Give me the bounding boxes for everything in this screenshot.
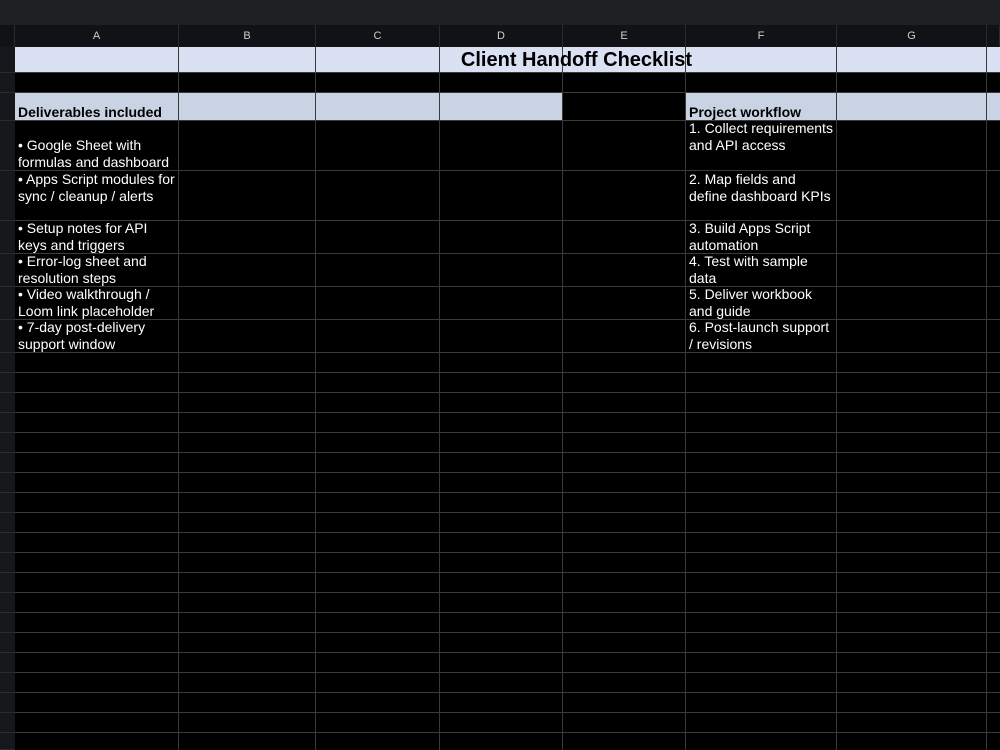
grid-line bbox=[562, 47, 563, 750]
row-header[interactable] bbox=[0, 221, 15, 254]
grid-line bbox=[15, 632, 1000, 633]
deliverable-item[interactable]: • Setup notes for API keys and triggers bbox=[18, 220, 148, 253]
deliverable-item[interactable]: • 7-day post-delivery support window bbox=[18, 319, 146, 352]
grid-line bbox=[178, 47, 179, 750]
row-header[interactable] bbox=[0, 673, 15, 693]
column-header-g[interactable]: G bbox=[837, 25, 987, 47]
workflow-step[interactable]: 1. Collect requirements and API access bbox=[689, 120, 833, 153]
corner-select-all[interactable] bbox=[0, 25, 15, 47]
row-header[interactable] bbox=[0, 513, 15, 533]
deliverables-header-cell[interactable] bbox=[15, 93, 563, 121]
row-header[interactable] bbox=[0, 433, 15, 453]
column-header-a[interactable]: A bbox=[15, 25, 179, 47]
row-header[interactable] bbox=[0, 553, 15, 573]
title-merged-cell[interactable] bbox=[15, 47, 1000, 73]
grid-line bbox=[15, 512, 1000, 513]
grid-line bbox=[15, 652, 1000, 653]
grid-line bbox=[15, 472, 1000, 473]
column-header-c[interactable]: C bbox=[316, 25, 440, 47]
workflow-step[interactable]: 5. Deliver workbook and guide bbox=[689, 286, 812, 319]
grid-line bbox=[315, 47, 316, 750]
deliverable-item[interactable]: • Google Sheet with formulas and dashboard bbox=[18, 137, 169, 170]
row-header[interactable] bbox=[0, 287, 15, 320]
row-header[interactable] bbox=[0, 413, 15, 433]
workflow-step[interactable]: 4. Test with sample data bbox=[689, 253, 808, 286]
row-header[interactable] bbox=[0, 733, 15, 750]
row-header[interactable] bbox=[0, 693, 15, 713]
row-header[interactable] bbox=[0, 320, 15, 353]
deliverable-item[interactable]: • Apps Script modules for sync / cleanup / alerts bbox=[18, 171, 175, 204]
row-header[interactable] bbox=[0, 713, 15, 733]
row-header[interactable] bbox=[0, 493, 15, 513]
deliverables-header: Deliverables included bbox=[18, 104, 162, 120]
grid-line bbox=[15, 612, 1000, 613]
grid-line bbox=[15, 412, 1000, 413]
column-header-b[interactable]: B bbox=[179, 25, 316, 47]
grid-line bbox=[15, 432, 1000, 433]
row-header[interactable] bbox=[0, 653, 15, 673]
grid-line bbox=[15, 712, 1000, 713]
row-header[interactable] bbox=[0, 73, 15, 93]
grid-line bbox=[15, 572, 1000, 573]
grid-line bbox=[15, 392, 1000, 393]
row-header[interactable] bbox=[0, 613, 15, 633]
grid-line bbox=[15, 492, 1000, 493]
grid-line bbox=[836, 47, 837, 750]
grid-line bbox=[15, 692, 1000, 693]
column-header-d[interactable]: D bbox=[440, 25, 563, 47]
grid-line bbox=[15, 732, 1000, 733]
deliverable-item[interactable]: • Video walkthrough / Loom link placeholder bbox=[18, 286, 155, 319]
grid-line bbox=[15, 552, 1000, 553]
column-header-e[interactable]: E bbox=[563, 25, 686, 47]
row-header[interactable] bbox=[0, 254, 15, 287]
row-header[interactable] bbox=[0, 453, 15, 473]
grid-line bbox=[439, 47, 440, 750]
grid-line bbox=[15, 372, 1000, 373]
row-header[interactable] bbox=[0, 47, 15, 73]
workflow-step[interactable]: 6. Post-launch support / revisions bbox=[689, 319, 830, 352]
workflow-step[interactable]: 2. Map fields and define dashboard KPIs bbox=[689, 171, 831, 204]
grid-line bbox=[15, 532, 1000, 533]
row-header[interactable] bbox=[0, 121, 15, 171]
row-header[interactable] bbox=[0, 93, 15, 121]
grid-line bbox=[15, 352, 1000, 353]
workflow-header-cell[interactable] bbox=[686, 93, 1000, 121]
row-header[interactable] bbox=[0, 393, 15, 413]
grid-line bbox=[15, 452, 1000, 453]
deliverable-item[interactable]: • Error-log sheet and resolution steps bbox=[18, 253, 147, 286]
workflow-step[interactable]: 3. Build Apps Script automation bbox=[689, 220, 811, 253]
row-header[interactable] bbox=[0, 573, 15, 593]
row-header[interactable] bbox=[0, 171, 15, 221]
grid-line bbox=[15, 672, 1000, 673]
row-header[interactable] bbox=[0, 533, 15, 553]
column-header-f[interactable]: F bbox=[686, 25, 837, 47]
grid-line bbox=[986, 47, 987, 750]
grid-line bbox=[15, 92, 1000, 93]
grid-line bbox=[15, 120, 1000, 121]
row-header[interactable] bbox=[0, 633, 15, 653]
column-header-h[interactable] bbox=[987, 25, 1000, 47]
row-header[interactable] bbox=[0, 353, 15, 373]
workflow-header: Project workflow bbox=[689, 104, 802, 120]
row-header[interactable] bbox=[0, 373, 15, 393]
sheet-title: Client Handoff Checklist bbox=[460, 49, 693, 71]
grid-line bbox=[15, 592, 1000, 593]
top-toolbar bbox=[0, 0, 1000, 25]
row-header[interactable] bbox=[0, 473, 15, 493]
row-header[interactable] bbox=[0, 593, 15, 613]
